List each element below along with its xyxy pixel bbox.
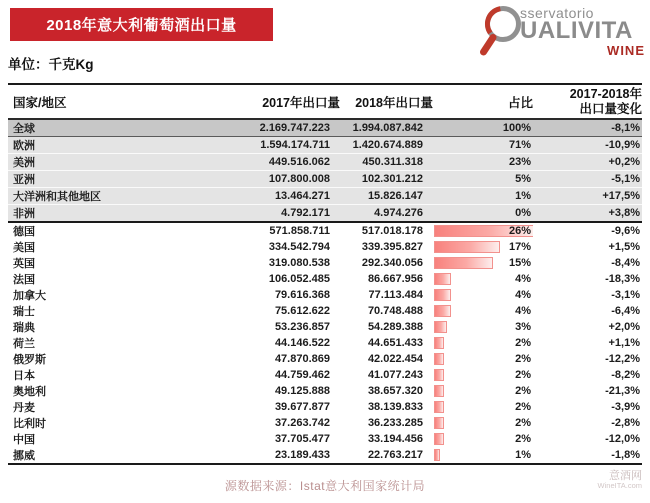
- change-value-cell: -8,4%: [611, 257, 640, 269]
- share-cell: [433, 222, 533, 239]
- value-2018-cell: 450.311.318: [340, 154, 433, 171]
- value-2017-cell: 106.052.485: [268, 273, 330, 285]
- change-value-cell: -9,6%: [611, 225, 640, 237]
- region-name-cell: 挪威: [8, 447, 182, 464]
- share-value: 2%: [515, 385, 531, 397]
- share-value: 1%: [515, 190, 531, 202]
- share-value: 4%: [515, 289, 531, 301]
- table-row: [8, 399, 642, 415]
- share-cell: [433, 271, 533, 287]
- share-value: 26%: [508, 225, 531, 237]
- value-2017-cell: 334.542.794: [268, 241, 330, 253]
- share-databar: [434, 257, 493, 269]
- share-cell: [433, 399, 533, 415]
- value-2018-cell: 4.974.276: [340, 205, 433, 223]
- value-2017-cell: 13.464.271: [182, 188, 340, 205]
- table-row: [8, 154, 642, 171]
- table-row: [8, 431, 642, 447]
- value-2018-cell: 77.113.484: [368, 289, 423, 301]
- change-value-cell: +3,8%: [533, 205, 642, 223]
- share-value: 1%: [515, 449, 531, 461]
- region-name-cell: 欧洲: [8, 137, 182, 154]
- table-row: [8, 351, 642, 367]
- page-title-banner: [10, 8, 273, 41]
- value-2018-cell: 38.139.833: [367, 401, 423, 413]
- qualivita-logo: [477, 2, 647, 60]
- share-value: 23%: [508, 156, 531, 168]
- region-name-cell: 瑞典: [13, 322, 35, 334]
- logo-text-wine: WINE: [607, 43, 645, 58]
- region-name-cell: 俄罗斯: [13, 354, 46, 366]
- table-header-row: [8, 84, 642, 119]
- site-watermark: [598, 470, 642, 490]
- share-databar: [434, 321, 447, 333]
- change-value-cell: -21,3%: [605, 385, 640, 397]
- share-databar: [434, 353, 444, 365]
- share-cell: [433, 319, 533, 335]
- change-value-cell: -2,8%: [611, 417, 640, 429]
- table-row: [8, 205, 642, 223]
- share-databar: [434, 417, 444, 429]
- header-change: [533, 84, 642, 119]
- value-2017-cell: 79.616.368: [274, 289, 330, 301]
- region-name-cell: 美国: [13, 242, 35, 254]
- header-change-line2: 出口量变化: [579, 101, 642, 116]
- table-row: [8, 415, 642, 431]
- share-databar: [434, 241, 500, 253]
- region-name-cell: 奥地利: [13, 386, 46, 398]
- change-value-cell: +1,1%: [608, 337, 640, 349]
- data-source-note: 源数据来源：Istat意大利国家统计局: [224, 479, 426, 493]
- value-2018-cell: 1.420.674.889: [340, 137, 433, 154]
- share-value: 2%: [515, 433, 531, 445]
- share-value: 2%: [515, 337, 531, 349]
- share-databar: [434, 433, 444, 445]
- change-value-cell: +0,2%: [533, 154, 642, 171]
- region-name-cell: 瑞士: [13, 306, 35, 318]
- export-table-wrap: [8, 83, 642, 465]
- value-2018-cell: 70.748.488: [367, 305, 423, 317]
- share-databar: [434, 385, 444, 397]
- value-2018-cell: 33.194.456: [367, 433, 423, 445]
- value-2018-cell: 339.395.827: [361, 241, 423, 253]
- value-2018-cell: 102.301.212: [340, 171, 433, 188]
- export-table: [8, 83, 642, 465]
- table-row: [8, 271, 642, 287]
- share-cell: [433, 287, 533, 303]
- value-2018-cell: 36.233.285: [367, 417, 423, 429]
- share-databar: [434, 305, 451, 317]
- value-2018-cell: 86.667.956: [367, 273, 423, 285]
- share-cell: [433, 431, 533, 447]
- value-2017-cell: 49.125.888: [274, 385, 330, 397]
- share-cell: [433, 255, 533, 271]
- value-2018-cell: 42.022.454: [367, 353, 423, 365]
- logo-text-qualivita: UALIVITA: [520, 17, 633, 44]
- header-2018: 2018年出口量: [355, 95, 433, 110]
- share-cell: [433, 415, 533, 431]
- table-row: [8, 137, 642, 154]
- share-cell: [433, 205, 533, 223]
- share-databar: [434, 337, 444, 349]
- share-cell: [433, 335, 533, 351]
- value-2018-cell: 292.340.056: [361, 257, 423, 269]
- region-name-cell: 丹麦: [13, 402, 35, 414]
- share-cell: [433, 154, 533, 171]
- value-2018-cell: 44.651.433: [367, 337, 423, 349]
- value-2017-cell: 23.189.433: [182, 447, 340, 464]
- share-value: 0%: [515, 207, 531, 219]
- value-2018-cell: 517.018.178: [361, 225, 423, 237]
- share-value: 3%: [515, 321, 531, 333]
- header-change-line1: 2017-2018年: [569, 87, 642, 102]
- change-value-cell: +2,0%: [608, 321, 640, 333]
- logo-text-osservatorio: sservatorio: [520, 5, 594, 21]
- value-2018-cell: 15.826.147: [340, 188, 433, 205]
- table-row: [8, 188, 642, 205]
- page-title: 2018年意大利葡萄酒出口量: [46, 17, 237, 34]
- share-value: 2%: [515, 417, 531, 429]
- share-value: 17%: [508, 241, 531, 253]
- value-2017-cell: 44.759.462: [274, 369, 330, 381]
- table-row: [8, 383, 642, 399]
- share-databar: [434, 449, 440, 461]
- region-name-cell: 英国: [13, 258, 35, 270]
- share-cell: [433, 447, 533, 464]
- region-name-cell: 亚洲: [8, 171, 182, 188]
- value-2017-cell: 37.263.742: [274, 417, 330, 429]
- share-value: 100%: [502, 122, 531, 134]
- header-share: 占比: [507, 95, 533, 110]
- value-2017-cell: 319.080.538: [268, 257, 330, 269]
- header-region: 国家/地区: [13, 95, 67, 110]
- value-2017-cell: 449.516.062: [182, 154, 340, 171]
- change-value-cell: -10,9%: [533, 137, 642, 154]
- value-2017-cell: 37.705.477: [274, 433, 330, 445]
- change-value-cell: +1,5%: [608, 241, 640, 253]
- value-2017-cell: 571.858.711: [269, 225, 330, 237]
- share-cell: [433, 351, 533, 367]
- value-2017-cell: 107.800.008: [182, 171, 340, 188]
- share-value: 15%: [508, 257, 531, 269]
- change-value-cell: -3,9%: [611, 401, 640, 413]
- table-row: [8, 367, 642, 383]
- region-name-cell: 全球: [8, 119, 182, 137]
- share-cell: [433, 137, 533, 154]
- share-databar: [434, 289, 451, 301]
- share-value: 2%: [515, 401, 531, 413]
- table-row: [8, 119, 642, 137]
- region-name-cell: 日本: [13, 370, 35, 382]
- share-value: 2%: [515, 369, 531, 381]
- table-row: [8, 287, 642, 303]
- change-value-cell: -5,1%: [533, 171, 642, 188]
- change-value-cell: -8,1%: [533, 119, 642, 137]
- value-2017-cell: 2.169.747.223: [182, 119, 340, 137]
- region-name-cell: 大洋洲和其他地区: [8, 188, 182, 205]
- region-name-cell: 中国: [13, 434, 35, 446]
- change-value-cell: -3,1%: [611, 289, 640, 301]
- table-row: [8, 335, 642, 351]
- share-cell: [433, 383, 533, 399]
- change-value-cell: -18,3%: [605, 273, 640, 285]
- share-cell: [433, 119, 533, 137]
- share-value: 4%: [515, 273, 531, 285]
- value-2018-cell: 38.657.320: [367, 385, 423, 397]
- region-name-cell: 德国: [13, 226, 35, 238]
- region-name-cell: 荷兰: [13, 338, 35, 350]
- change-value-cell: -6,4%: [611, 305, 640, 317]
- value-2018-cell: 1.994.087.842: [340, 119, 433, 137]
- share-value: 71%: [508, 139, 531, 151]
- unit-label: 单位：千克Kg: [8, 57, 94, 72]
- table-row: [8, 447, 642, 464]
- table-row: [8, 319, 642, 335]
- table-row: [8, 171, 642, 188]
- share-cell: [433, 239, 533, 255]
- value-2018-cell: 54.289.388: [367, 321, 423, 333]
- value-2017-cell: 39.677.877: [274, 401, 330, 413]
- value-2018-cell: 22.763.217: [340, 447, 433, 464]
- share-databar: [434, 273, 451, 285]
- table-row: [8, 222, 642, 239]
- value-2017-cell: 44.146.522: [274, 337, 330, 349]
- value-2017-cell: 53.236.857: [274, 321, 330, 333]
- change-value-cell: +17,5%: [533, 188, 642, 205]
- value-2017-cell: 47.870.869: [274, 353, 330, 365]
- table-row: [8, 255, 642, 271]
- share-value: 2%: [515, 353, 531, 365]
- share-cell: [433, 303, 533, 319]
- value-2018-cell: 41.077.243: [367, 369, 423, 381]
- table-body: [8, 119, 642, 464]
- share-databar: [434, 369, 444, 381]
- share-cell: [433, 367, 533, 383]
- share-cell: [433, 171, 533, 188]
- region-name-cell: 非洲: [8, 205, 182, 223]
- region-name-cell: 法国: [13, 274, 35, 286]
- share-value: 5%: [515, 173, 531, 185]
- watermark-cn: 意酒网: [609, 470, 642, 482]
- value-2017-cell: 4.792.171: [182, 205, 340, 223]
- table-row: [8, 303, 642, 319]
- region-name-cell: 加拿大: [13, 290, 46, 302]
- region-name-cell: 美洲: [8, 154, 182, 171]
- header-2017: 2017年出口量: [262, 95, 340, 110]
- region-name-cell: 比利时: [13, 418, 46, 430]
- share-value: 4%: [515, 305, 531, 317]
- change-value-cell: -12,2%: [605, 353, 640, 365]
- table-row: [8, 239, 642, 255]
- watermark-url: WineITA.com: [597, 481, 642, 491]
- change-value-cell: -1,8%: [533, 447, 642, 464]
- change-value-cell: -8,2%: [611, 369, 640, 381]
- share-cell: [433, 188, 533, 205]
- share-databar: [434, 401, 444, 413]
- change-value-cell: -12,0%: [605, 433, 640, 445]
- value-2017-cell: 75.612.622: [274, 305, 330, 317]
- value-2017-cell: 1.594.174.711: [182, 137, 340, 154]
